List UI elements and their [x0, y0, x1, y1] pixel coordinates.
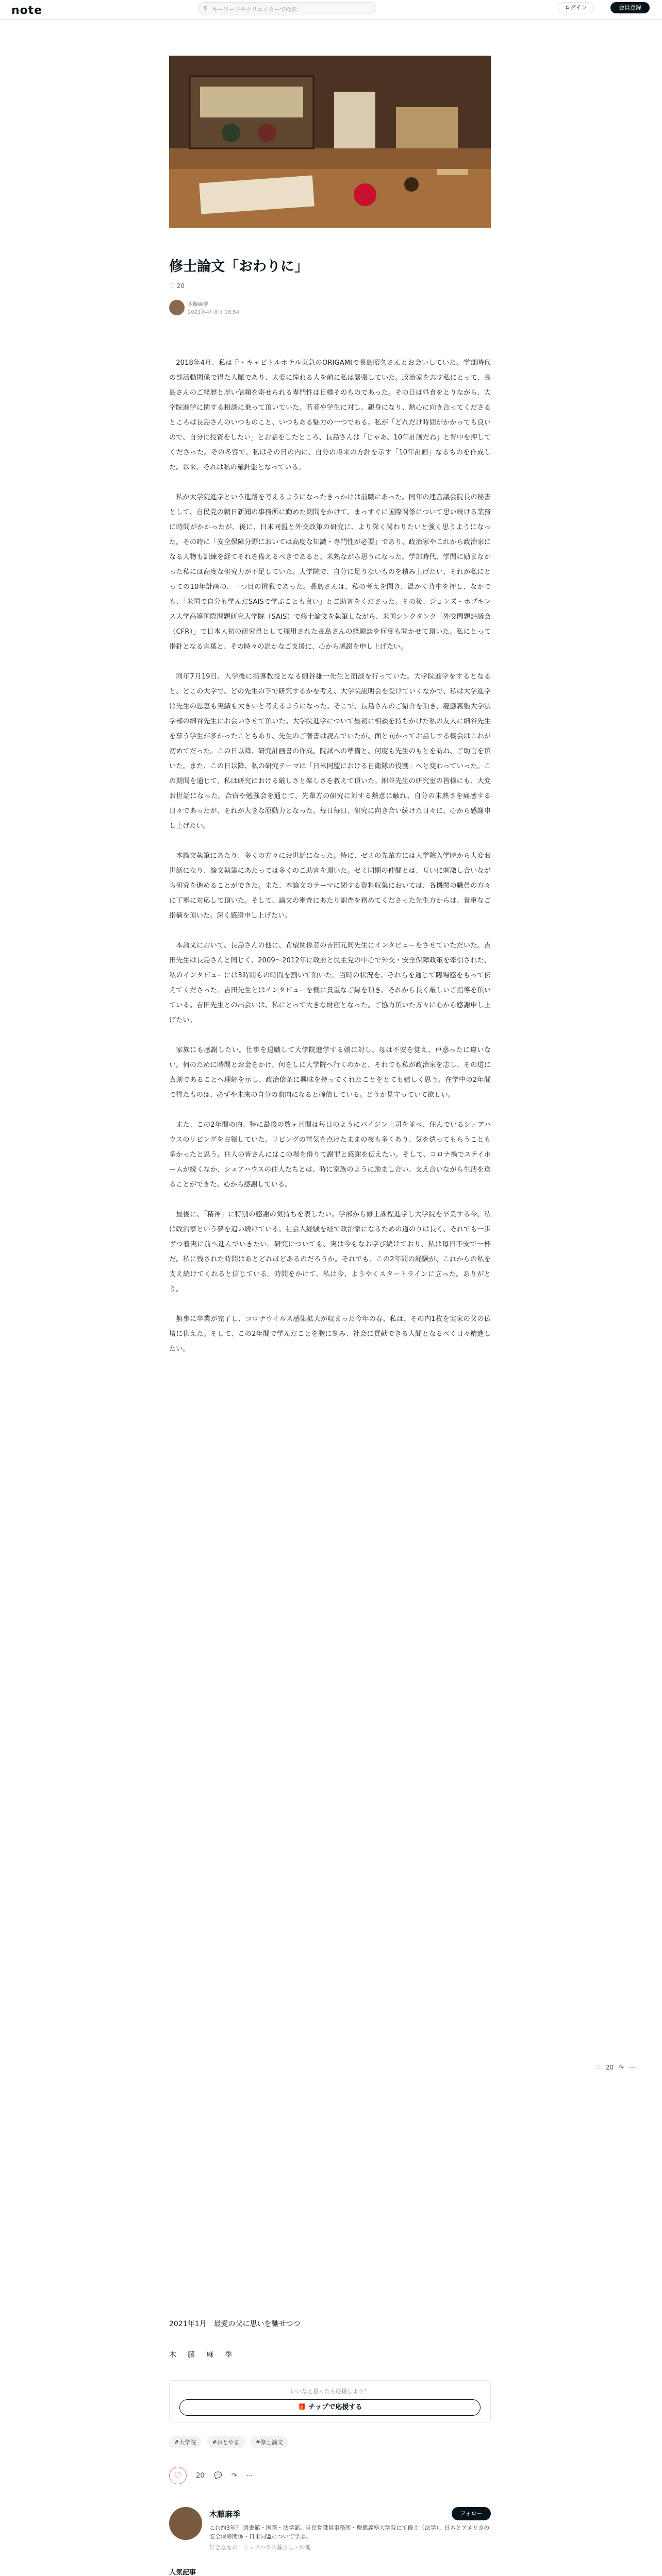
- paragraph: 家族にも感謝したい。仕事を退職して大学院進学する娘に対し、母は不安を覚え、戸惑ったに違いない。何のために時間とお金をかけ、何をしに大学院へ行くのかと、それでも私が政治家を志し、その道に真剣であることへ理解を示し、政治信条に興味を持ってくれたことをとても嬉しく思う。在学中の2年間で得たものは、必ずや未来の自分の血肉になると確信している。どうか見守っていて欲しい。: [169, 1046, 491, 1099]
- tip-box: [169, 2380, 491, 2422]
- tag[interactable]: #おとやま: [207, 2436, 244, 2448]
- follow-button[interactable]: フォロー: [452, 2507, 491, 2520]
- top-header: [0, 0, 662, 20]
- side-like-count: 20: [605, 2064, 614, 2071]
- author-row[interactable]: [169, 300, 491, 315]
- article-footer: [169, 2318, 491, 2576]
- like-count: 20: [176, 282, 185, 290]
- heart-icon: ♡: [595, 2064, 601, 2071]
- author-name[interactable]: 木藤麻季: [188, 302, 208, 308]
- paragraph: 同年7月19日、入学後に指導教授となる細谷雄一先生と面談を行っていた。大学院進学をするとなると、どこの大学で、どの先生の下で研究するかを考え、大学院説明会を受けていくなかで、私は大学進学は先生の恩恵も実績も大きいと考えるようになった。そこで、長島さんのご紹介を頂き、慶應義塾大学法学部の細谷先生にお会いさせて頂いた。大学院進学について最初に相談を持ちかけた私の友人に細谷先生を慕う学生が多かったこともあり、先生のご著書は読んでいたが、面と向かってお話しする機会はこれが初めてだった。この日以降、研究計画書の作成、院試への準備と、何度も先生のもとを訪ね、ご助言を頂いた。また、この日以降、私の研究テーマは「日米同盟における自衛隊の役割」へと変わっていった。この期間を通じて、私は研究における厳しさと楽しさを教えて頂いた。細谷先生の研究室の皆様にも、大変お世話になった。合宿や勉強会を通じて、先輩方の研究に対する熱意に触れ、自分の未熟さを痛感する日々であったが、それが大きな原動力となった。毎日毎日、研究に向き合い続けた日々に、心から感謝申し上げたい。: [169, 673, 491, 830]
- article-title: 修士論文「おわりに」: [169, 259, 308, 275]
- gift-icon: 🎁: [297, 2403, 306, 2411]
- like-count-top[interactable]: [169, 282, 491, 290]
- search-placeholder: キーワードやクリエイターで検索: [212, 6, 297, 13]
- share-icon[interactable]: ↷: [231, 2471, 237, 2480]
- paragraph: 最後に、「精神」に特別の感謝の気持ちを表したい。学部から修士課程進学し大学院を卒業する今、私は政治家という夢を追い続けている。社会人経験を経て政治家になるための道のりは長く、それでも一歩ずつ着実に前へ進んでいきたい。研究についても、実は今もなお学び続けており、私は毎日不安で一杯だ。私に残された時間はあとどれほどあるのだろうか。それでも、この2年間の経験が、これからの私を支え続けてくれると信じている。時間をかけて、私は今、ようやくスタートラインに立った。ありがとう。: [169, 1211, 491, 1293]
- article-body: [169, 355, 491, 1371]
- avatar[interactable]: [169, 300, 185, 315]
- popular-title: 人気記事: [169, 2569, 196, 2576]
- tag-list: [169, 2436, 491, 2448]
- paragraph: 本論文において、長島さんの他に、希望関係者の吉田元同先生にインタビューをさせていただいた。吉田先生は長島さんと同じく、2009～2012年に政府と民主党の中心で外交・安全保障政策を牽引された、私のインタビューには3時間もの時間を割いて頂いた。当時の状況を、それらを通じて臨場感をもって伝えてくださった。吉田先生とはインタビューを機に貴重なご縁を頂き、それから長く厳しいご指導を頂いている。吉田先生との出会いは、私にとって大きな財産となった。ご協力頂いた方々に心から感謝申し上げたい。: [169, 942, 491, 1024]
- creator-profile: [169, 2507, 491, 2551]
- article-header: [169, 258, 491, 315]
- paragraph: また、この2年間の内、特に最後の数ヶ月間は毎日のようにバイジン上司を並べ、住んでいるシェアハウスのリビングを占領していた。リビングの電気を点けたままの夜も多くあり、気を遣ってもらうことも多かったと思う。住人の皆さんにはこの場を借りて謝罪と感謝を伝えたい。そして、コロナ禍でステイホームが続くなか、シェアハウスの住人たちとは、時に家族のように励まし合い、支え合いながら生活を送ることができた。心から感謝している。: [169, 1121, 491, 1189]
- popular-section: [169, 2567, 491, 2576]
- signature: 木 藤 麻 季: [169, 2351, 234, 2359]
- paragraph: 本論文執筆にあたり、多くの方々にお世話になった。特に、ゼミの先輩方には大学院入学時から大変お世話になり、論文執筆にあたっては多くのご助言を頂いた。ゼミ同期の仲間とは、互いに刺激し合いながら研究を進めることができた。また、本論文のテーマに関する資料収集においては、各機関の職員の方々に丁寧に対応して頂いた。そして、論文の審査にあたり副査を務めてくださった先生方からは、貴重なご指摘を頂いた。深く感謝申し上げたい。: [169, 852, 491, 920]
- hero-image: [169, 56, 491, 228]
- floating-like[interactable]: [595, 2064, 635, 2071]
- paragraph: 無事に卒業が完了し、コロナウイルス感染拡大が収まった今年の春、私は、その内1枚を実家の父の仏壇に供えた。そして、この2年間で学んだことを胸に刻み、社会に貢献できる人間となるべく日々精進したい。: [169, 1315, 491, 1353]
- article-actions: [169, 2467, 491, 2484]
- creator-name[interactable]: 木藤麻季: [209, 2509, 241, 2519]
- action-like-count: 20: [196, 2471, 205, 2480]
- post-date: 2021年4月6日 18:54: [188, 310, 240, 315]
- tip-button[interactable]: [179, 2399, 481, 2416]
- creator-meta: 好きなもの：シェアハウス暮らし・料理: [209, 2544, 311, 2551]
- tip-prompt: いいなと思ったら応援しよう！: [290, 2388, 370, 2395]
- creator-bio: これ約3年？ 図書館・国際・法学部。自民党職員事務所・慶應義塾大学院にて修士（法学）。日本とアメリカの安全保障関係・日米同盟について学ぶ。: [209, 2524, 490, 2540]
- comment-icon[interactable]: 💬: [213, 2471, 222, 2480]
- tag[interactable]: #修士論文: [251, 2436, 288, 2448]
- tip-button-label: チップで応援する: [308, 2403, 362, 2411]
- tag[interactable]: #大学院: [169, 2436, 201, 2448]
- signup-button[interactable]: 会員登録: [610, 2, 650, 13]
- heart-icon: ♡: [169, 282, 175, 290]
- search-icon: ⚲: [204, 5, 208, 12]
- more-icon[interactable]: ⋯: [629, 2064, 636, 2071]
- more-icon[interactable]: ⋯: [246, 2471, 253, 2480]
- note-logo[interactable]: note: [11, 4, 43, 17]
- like-button[interactable]: ♡: [169, 2467, 187, 2484]
- creator-avatar[interactable]: [169, 2507, 202, 2540]
- search-input[interactable]: [198, 2, 376, 14]
- login-button[interactable]: ログイン: [558, 2, 594, 13]
- closing-line: 2021年1月 最愛の父に思いを馳せつつ: [169, 2320, 301, 2328]
- paragraph: 2018年4月、私は千・キャピトルホテル東急のORIGAMIで長島昭久さんとお会いしていた。学部時代の部活動関係で得た人脈であり、大変に憧れる人を前に私は緊張していた。政治家を志す私にとって、長島さんのご経歴と厚い信頼を寄せられる専門性は目標そのものであった。その日は昼食をとりながら、大学院進学に関する相談に乗って頂いていた。若者や学生に対し、親身になり、熱心に向き合ってくださるところは長島さんのいつものこと、いつもある魅力の一つである。私が「どれだけ時間がかかっても良いので、自分に投資をしたい」とお話をしたところ、長島さんは「じゃあ、10年計画だね」と背中を押してくださった。その冬容で、私はその日の内に、自分の将来の方針を示す「10年計画」なるものを作成した。以来、それは私の羅針盤となっている。: [169, 359, 491, 471]
- paragraph: 私が大学院進学という進路を考えるようになったきっかけは前職にあった。同年の連営議会院長の秘書として、自民党の朝日新聞の事務所に勤めた期間をかけて、まっすぐに国際関係について思い続ける業務に時間がかかったが、後に、日米同盟と外交政策の研究に、より深く関わりたいと強く思うようになった。その時に「安全保障分野においては高度な知識・専門性が必要」であり、政治家やこれから政治家になる人物も訓練を経てそれを備えるべきであると、未熟ながら思うになった。学部時代、学問に励まなかった私には高度な研究力が不足していた。大学院で、自分に足りないものを積み上げたい、それが私にとっての10年計画の、一つ目の挑戦であった。長島さんは、私の考えを聞き、温かく背中を押し、なかでも、「米国で自分も学んだSAISで学ぶことも良い」とご助言をくださった。その後、ジョンズ・ホプキンス大学高等国際問題研究大学院（SAIS）で修士論文を執筆しながら、米国シンクタンク「外交問題評議会（CFR）」で日本人初の研究員として採用された長島さんの経験談を何度も聞かせて頂いた。私にとって指針となる言葉と、その時々の温かなご支援に、心から感謝を申し上げたい。: [169, 494, 491, 651]
- share-icon[interactable]: ↷: [619, 2064, 624, 2071]
